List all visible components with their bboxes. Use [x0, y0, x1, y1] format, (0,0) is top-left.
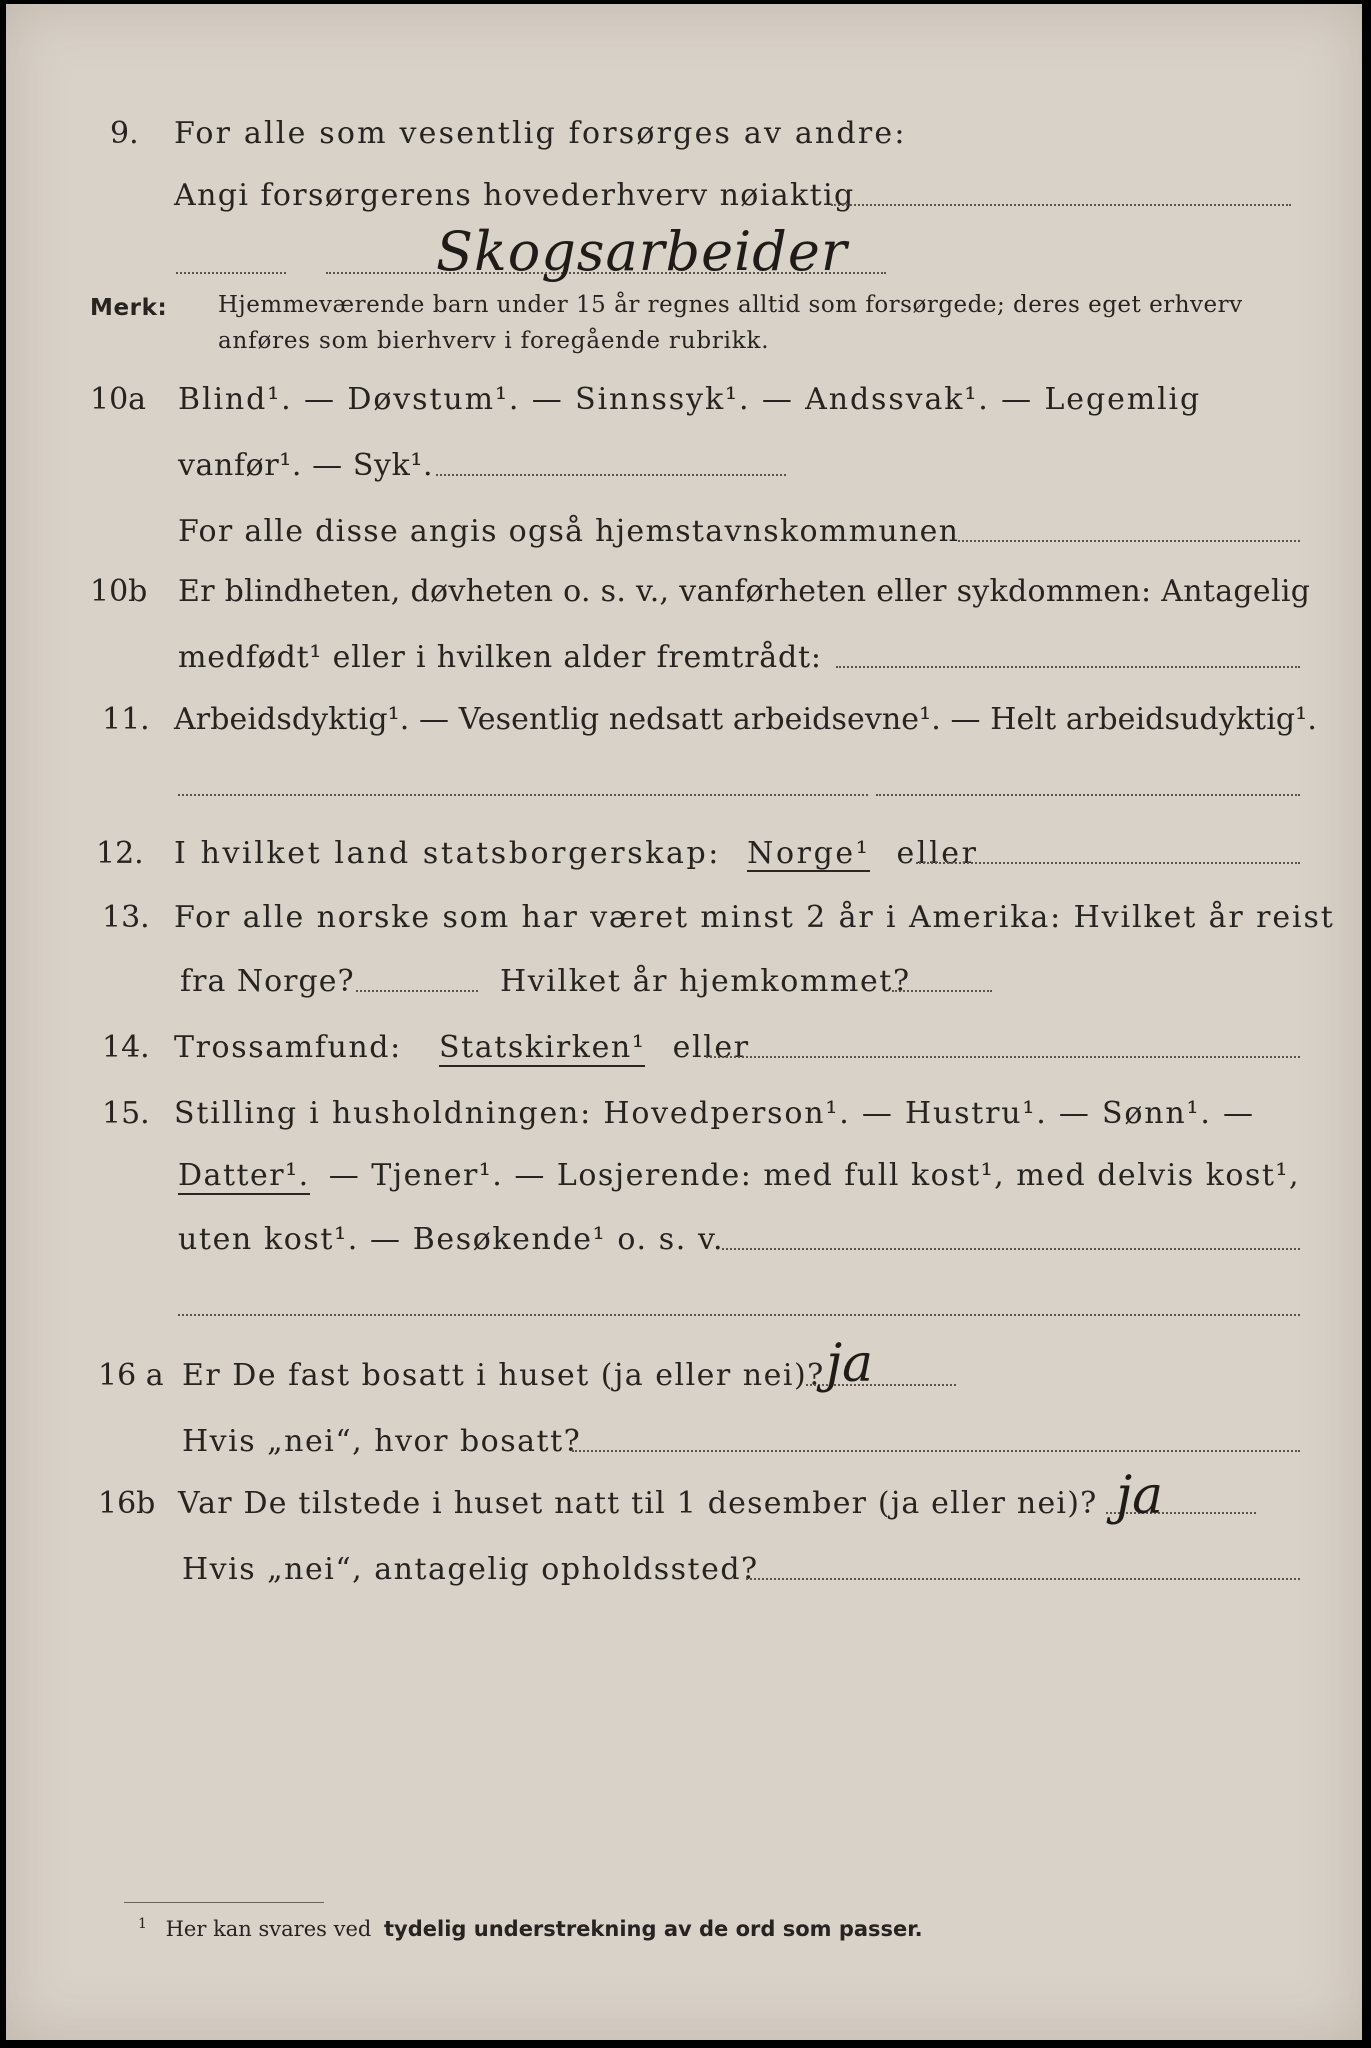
- q14-other-line: [706, 1056, 1300, 1058]
- q13-line1: For alle norske som har været minst 2 år i Amerika: Hvilket år reist: [174, 900, 1335, 935]
- q12-line: [174, 836, 979, 872]
- q15-line1: Stilling i husholdningen: Hovedperson¹. — Hustru¹. — Sønn¹. —: [174, 1096, 1255, 1131]
- q15-line3: uten kost¹. — Besøkende¹ o. s. v.: [178, 1222, 725, 1257]
- q13-reist-line: [356, 990, 478, 992]
- q13-line2b: Hvilket år hjemkommet?: [500, 964, 911, 999]
- q12-number: 12.: [96, 836, 144, 871]
- q16b-line2: Hvis „nei“, antagelig opholdssted?: [182, 1552, 759, 1587]
- q15-number: 15.: [102, 1096, 150, 1131]
- footnote-text: Her kan svares ved: [165, 1917, 372, 1941]
- q16b-handwritten-answer: ja: [1116, 1466, 1164, 1526]
- q12-prefix: I hvilket land statsborgerskap:: [174, 836, 721, 871]
- q10b-age-line: [836, 666, 1300, 668]
- q12-suffix: eller: [896, 836, 979, 871]
- q15-underlined-answer: Datter¹.: [178, 1158, 310, 1193]
- footnote: [138, 1916, 923, 1941]
- q16a-line1: Er De fast bosatt i huset (ja eller nei)?: [182, 1358, 825, 1393]
- q10b-line1: Er blindheten, døvheten o. s. v., vanførheten eller sykdommen: Antagelig: [178, 574, 1311, 609]
- q15-extra-line: [178, 1314, 1300, 1316]
- q9-handwritten-answer: Skogsarbeider: [436, 220, 848, 283]
- q10a-kommune-line: [958, 540, 1300, 542]
- q9-line1: For alle som vesentlig forsørges av andre:: [174, 116, 907, 151]
- census-form-page: [6, 4, 1362, 2040]
- q11-line1: Arbeidsdyktig¹. — Vesentlig nedsatt arbeidsevne¹. — Helt arbeidsudyktig¹.: [174, 702, 1317, 737]
- footnote-rule: [124, 1902, 324, 1903]
- q10a-line2: vanfør¹. — Syk¹.: [178, 448, 434, 483]
- q11-answer-line-a: [178, 794, 868, 796]
- footnote-mark: 1: [138, 1916, 147, 1932]
- q16b-number: 16b: [98, 1486, 156, 1521]
- q9-answer-line2a: [176, 272, 286, 274]
- merk-label: Merk:: [90, 295, 168, 321]
- q9-number: 9.: [110, 116, 139, 151]
- q16a-number: 16 a: [98, 1358, 164, 1393]
- footnote-bold-text: tydelig understrekning av de ord som passer.: [384, 1917, 923, 1941]
- q16b-where-line: [746, 1578, 1300, 1580]
- q16a-where-line: [572, 1450, 1300, 1452]
- q10a-syk-line: [436, 474, 786, 476]
- q11-number: 11.: [102, 702, 150, 737]
- q10a-line1: Blind¹. — Døvstum¹. — Sinnssyk¹. — Andssvak¹. — Legemlig: [178, 382, 1202, 417]
- q9-answer-line: [831, 204, 1291, 206]
- merk-line1: Hjemmeværende barn under 15 år regnes alltid som forsørgede; deres eget erhverv: [218, 292, 1243, 318]
- merk-line2: anføres som bierhverv i foregående rubrikk.: [218, 328, 770, 354]
- q10a-line3: For alle disse angis også hjemstavnskommunen: [178, 514, 960, 549]
- q15-line2: [178, 1158, 1300, 1195]
- q16a-line2: Hvis „nei“, hvor bosatt?: [182, 1424, 582, 1459]
- q10b-line2: medfødt¹ eller i hvilken alder fremtrådt:: [178, 640, 822, 675]
- q9-line2: Angi forsørgerens hovederhverv nøiaktig: [174, 178, 855, 213]
- q13-number: 13.: [102, 900, 150, 935]
- q11-answer-line-b: [876, 794, 1300, 796]
- q12-other-line: [916, 862, 1300, 864]
- q15-line2-rest: — Tjener¹. — Losjerende: med full kost¹, med delvis kost¹,: [328, 1158, 1300, 1193]
- q16a-handwritten-answer: ja: [826, 1334, 874, 1394]
- q12-underlined-answer: Norge¹: [747, 836, 871, 871]
- q10b-number: 10b: [90, 574, 148, 609]
- q14-prefix: Trossamfund:: [174, 1030, 402, 1065]
- q13-line2a: fra Norge?: [180, 964, 355, 999]
- q13-hjem-line: [892, 990, 992, 992]
- q15-other-line: [722, 1248, 1300, 1250]
- q14-number: 14.: [102, 1030, 150, 1065]
- q14-line: [174, 1030, 750, 1067]
- q10a-number: 10a: [90, 382, 147, 417]
- q16b-line1: Var De tilstede i huset natt til 1 desember (ja eller nei)?: [178, 1486, 1098, 1521]
- q14-underlined-answer: Statskirken¹: [438, 1030, 646, 1065]
- q14-suffix: eller: [672, 1030, 750, 1065]
